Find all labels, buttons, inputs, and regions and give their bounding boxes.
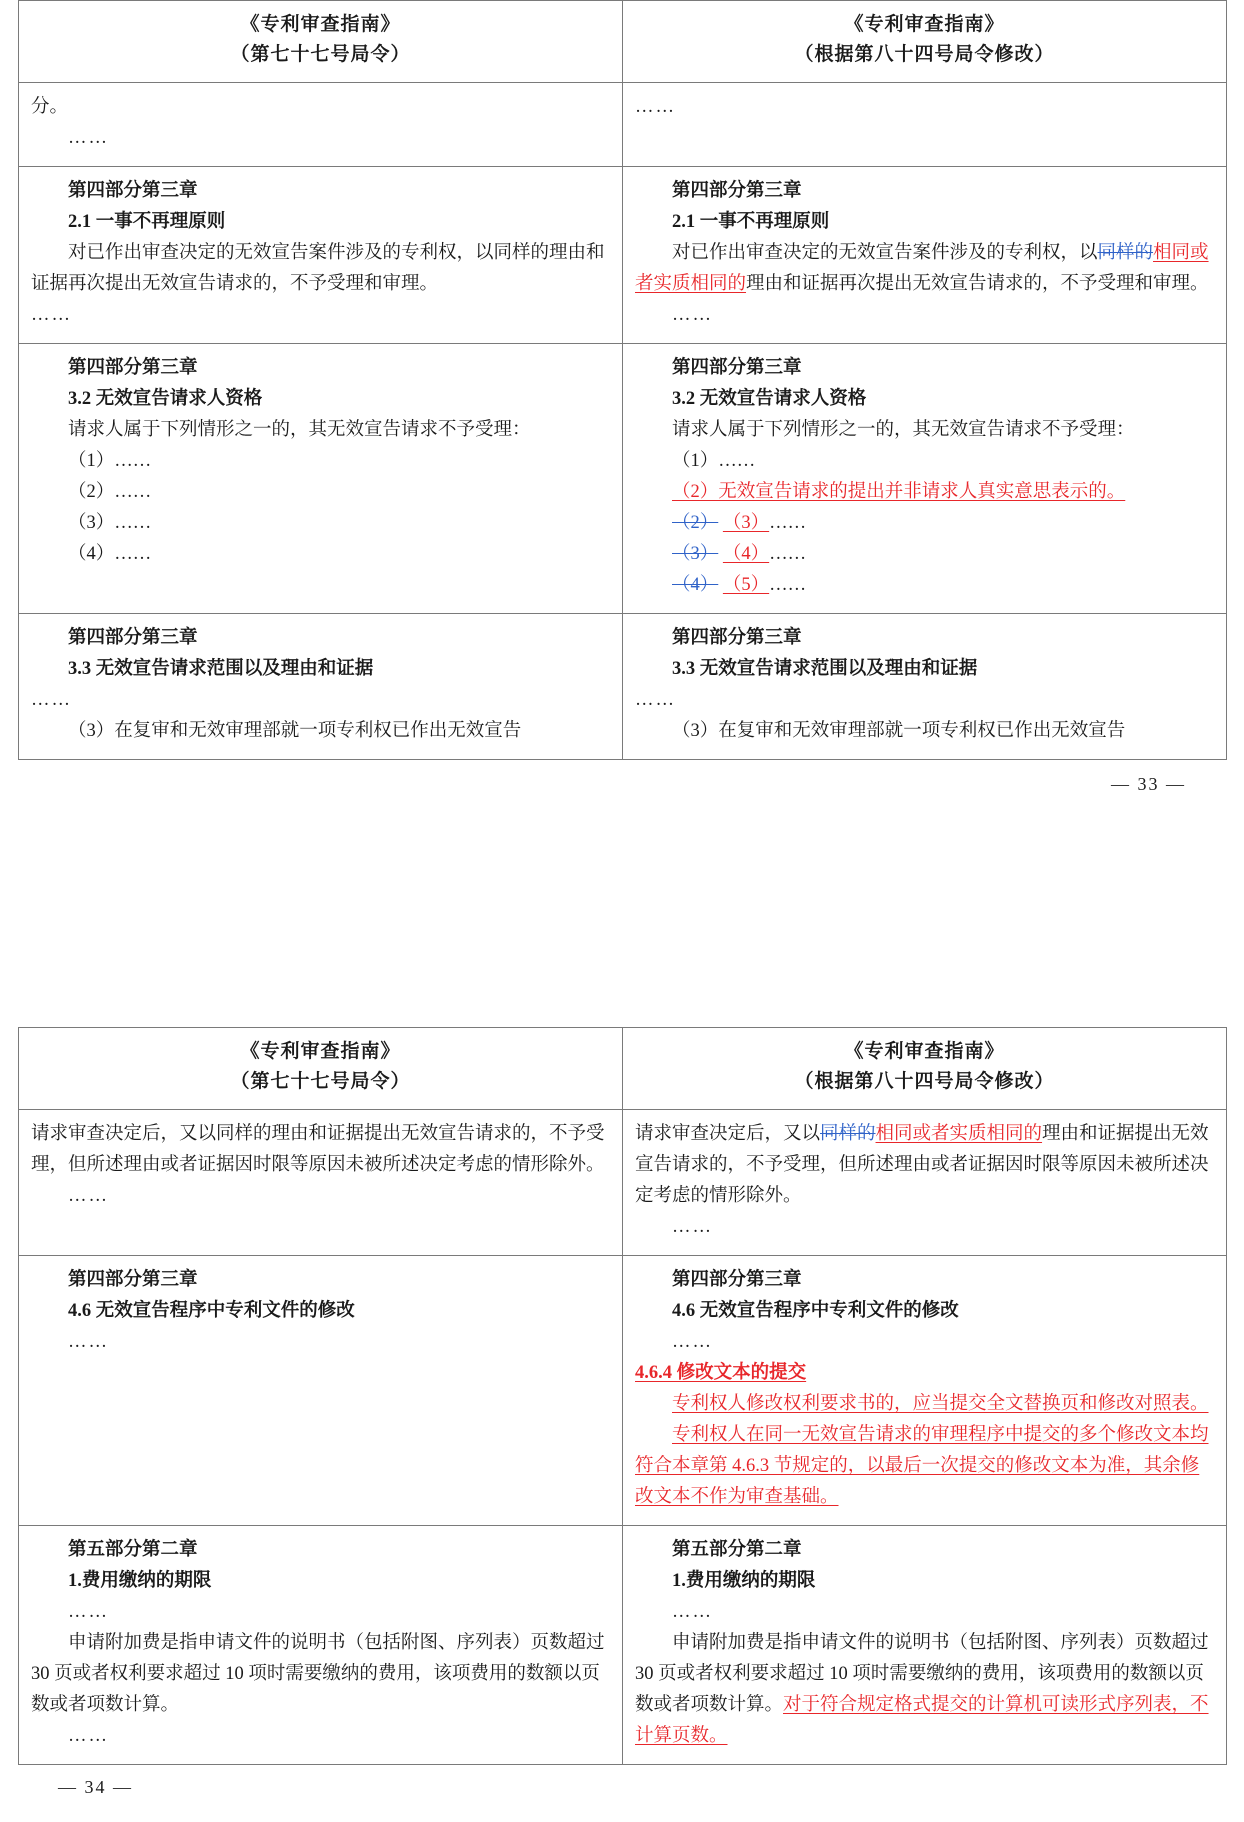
p2-row2-left: [19, 1256, 623, 1526]
row3-left: [19, 344, 623, 614]
header-original-subtitle: （第七十七号局令）: [230, 44, 411, 65]
text-segment: 请求审查决定后，又以: [635, 1124, 821, 1144]
section-subtitle: 1.费用缴纳的期限: [672, 1571, 816, 1591]
section-subtitle: 2.1 一事不再理原则: [68, 212, 226, 232]
section-subtitle: 1.费用缴纳的期限: [68, 1571, 212, 1591]
section-title: 第四部分第三章: [672, 358, 802, 378]
text-segment: 理由和证据再次提出无效宣告请求的，不予受理和审理。: [746, 274, 1209, 294]
section-title: 第四部分第三章: [68, 628, 198, 648]
p2-row2-right: [623, 1256, 1227, 1526]
row4-left: [19, 614, 623, 760]
list-item: （2）……: [68, 482, 152, 502]
bottom-spacer: [0, 1798, 1244, 1822]
table-header-row: [19, 1028, 1227, 1110]
paragraph-with-revision: [635, 238, 1214, 300]
paragraph: 请求人属于下列情形之一的，其无效宣告请求不予受理：: [68, 420, 531, 440]
header-original-title: 《专利审查指南》: [240, 14, 401, 35]
paragraph: （3）在复审和无效审理部就一项专利权已作出无效宣告: [672, 721, 1126, 741]
list-item: （1）……: [672, 451, 756, 471]
table-row: [19, 1526, 1227, 1765]
deleted-text: 同样的: [820, 1124, 876, 1144]
section-title: 第五部分第二章: [672, 1540, 802, 1560]
section-subtitle: 3.2 无效宣告请求人资格: [68, 389, 263, 409]
text-segment: 理由和证据提出无效宣告请求的，不予受理，但所述理由或者证据因时限等原因未被所述决定考虑的情形除外。: [635, 1124, 1209, 1206]
page-number-33: — 33 —: [1111, 774, 1186, 794]
table-row: [19, 614, 1227, 760]
table-row: [19, 1110, 1227, 1256]
ellipsis: ……: [672, 1217, 713, 1237]
table-row: [19, 1256, 1227, 1526]
row1-right: [623, 83, 1227, 167]
page-number-34: — 34 —: [58, 1777, 133, 1797]
header-original-title: 《专利审查指南》: [240, 1041, 401, 1062]
section-title: 第四部分第三章: [672, 1270, 802, 1290]
inserted-paragraph: 专利权人修改权利要求书的，应当提交全文替换页和修改对照表。: [672, 1394, 1209, 1414]
p2-row3-left: [19, 1526, 623, 1765]
deleted-text: 同样的: [1097, 243, 1154, 263]
p2-row1-right: [623, 1110, 1227, 1256]
text-segment: 申请附加费是指申请文件的说明书（包括附图、序列表）页数超过 30 页或者权利要求超过 10 项时需要缴纳的费用，该项费用的数额以页数或者项数计算。: [635, 1633, 1209, 1715]
text-segment: 对已作出审查决定的无效宣告案件涉及的专利权，以: [672, 243, 1098, 263]
row2-right: [623, 167, 1227, 344]
list-item-revised: [635, 508, 1214, 539]
paragraph: 对已作出审查决定的无效宣告案件涉及的专利权，以同样的理由和证据再次提出无效宣告请求的，不予受理和审理。: [31, 243, 605, 294]
section-subtitle: 3.3 无效宣告请求范围以及理由和证据: [672, 659, 978, 679]
ellipsis: ……: [672, 305, 713, 325]
header-revised-title: 《专利审查指南》: [844, 14, 1005, 35]
text-line: 分。: [31, 97, 69, 117]
list-item-revised: [635, 570, 1214, 601]
ellipsis: ……: [672, 1332, 713, 1352]
table-row: [19, 344, 1227, 614]
section-title: 第四部分第三章: [68, 358, 198, 378]
row2-left: [19, 167, 623, 344]
list-item-revised: [635, 539, 1214, 570]
page-2: [0, 1027, 1244, 1798]
paragraph: （3）在复审和无效审理部就一项专利权已作出无效宣告: [68, 721, 522, 741]
list-item: （3）……: [68, 513, 152, 533]
section-subtitle: 4.6 无效宣告程序中专利文件的修改: [68, 1301, 355, 1321]
ellipsis: ……: [68, 1186, 109, 1206]
section-title: 第四部分第三章: [672, 628, 802, 648]
row1-left: [19, 83, 623, 167]
paragraph: 申请附加费是指申请文件的说明书（包括附图、序列表）页数超过 30 页或者权利要求超过 10 项时需要缴纳的费用，该项费用的数额以页数或者项数计算。: [31, 1633, 605, 1715]
header-revised-title: 《专利审查指南》: [844, 1041, 1005, 1062]
list-item-inserted: （2）无效宣告请求的提出并非请求人真实意思表示的。: [672, 482, 1126, 502]
header-revised-subtitle: （根据第八十四号局令修改）: [794, 44, 1055, 65]
table-header-row: [19, 1, 1227, 83]
inserted-text: 对于符合规定格式提交的计算机可读形式序列表，不计算页数。: [635, 1695, 1209, 1746]
list-item: （1）……: [68, 451, 152, 471]
section-title: 第四部分第三章: [68, 181, 198, 201]
list-item: （4）……: [68, 544, 152, 564]
header-original-subtitle: （第七十七号局令）: [230, 1071, 411, 1092]
ellipsis: ……: [68, 1602, 109, 1622]
inserted-text: （3）: [722, 513, 770, 533]
header-cell-original: [19, 1, 623, 83]
table-row: [19, 83, 1227, 167]
ellipsis: ……: [68, 1332, 109, 1352]
deleted-text: （2）: [672, 513, 719, 533]
deleted-text: （4）: [672, 575, 719, 595]
header-cell-original: [19, 1028, 623, 1110]
deleted-text: （3）: [672, 544, 719, 564]
section-subtitle: 3.3 无效宣告请求范围以及理由和证据: [68, 659, 374, 679]
inserted-heading: 4.6.4 修改文本的提交: [635, 1363, 807, 1383]
ellipsis: ……: [68, 128, 109, 148]
ellipsis: ……: [635, 97, 676, 117]
inserted-text: （4）: [722, 544, 770, 564]
p2-row1-left: [19, 1110, 623, 1256]
row3-right: [623, 344, 1227, 614]
ellipsis: ……: [31, 305, 72, 325]
text-segment: ……: [769, 513, 807, 533]
section-title: 第四部分第三章: [672, 181, 802, 201]
section-subtitle: 2.1 一事不再理原则: [672, 212, 830, 232]
inserted-text: 相同或者实质相同的: [635, 243, 1209, 294]
text-segment: ……: [769, 544, 807, 564]
row4-right: [623, 614, 1227, 760]
section-subtitle: 3.2 无效宣告请求人资格: [672, 389, 867, 409]
inserted-text: 相同或者实质相同的: [875, 1124, 1043, 1144]
p2-row3-right: [623, 1526, 1227, 1765]
section-title: 第四部分第三章: [68, 1270, 198, 1290]
ellipsis: ……: [635, 690, 676, 710]
table-row: [19, 167, 1227, 344]
text-segment: ……: [769, 575, 807, 595]
paragraph: 请求审查决定后，又以同样的理由和证据提出无效宣告请求的，不予受理，但所述理由或者证据因时限等原因未被所述决定考虑的情形除外。: [31, 1124, 605, 1175]
inserted-text: （5）: [722, 575, 770, 595]
ellipsis: ……: [68, 1726, 109, 1746]
section-title: 第五部分第二章: [68, 1540, 198, 1560]
ellipsis: ……: [672, 1602, 713, 1622]
inserted-paragraph: 专利权人在同一无效宣告请求的审理程序中提交的多个修改文本均符合本章第 4.6.3 节规定的，以最后一次提交的修改文本为准，其余修改文本不作为审查基础。: [635, 1425, 1209, 1507]
comparison-table-page1: [18, 0, 1227, 760]
paragraph-with-revision: [635, 1119, 1214, 1212]
header-revised-subtitle: （根据第八十四号局令修改）: [794, 1071, 1055, 1092]
ellipsis: ……: [31, 690, 72, 710]
page-break-spacer: [0, 795, 1244, 1027]
comparison-table-page2: [18, 1027, 1227, 1765]
page-1: [0, 0, 1244, 795]
paragraph: 请求人属于下列情形之一的，其无效宣告请求不予受理：: [672, 420, 1135, 440]
section-subtitle: 4.6 无效宣告程序中专利文件的修改: [672, 1301, 959, 1321]
paragraph-with-revision: [635, 1628, 1214, 1752]
header-cell-revised: [623, 1028, 1227, 1110]
header-cell-revised: [623, 1, 1227, 83]
